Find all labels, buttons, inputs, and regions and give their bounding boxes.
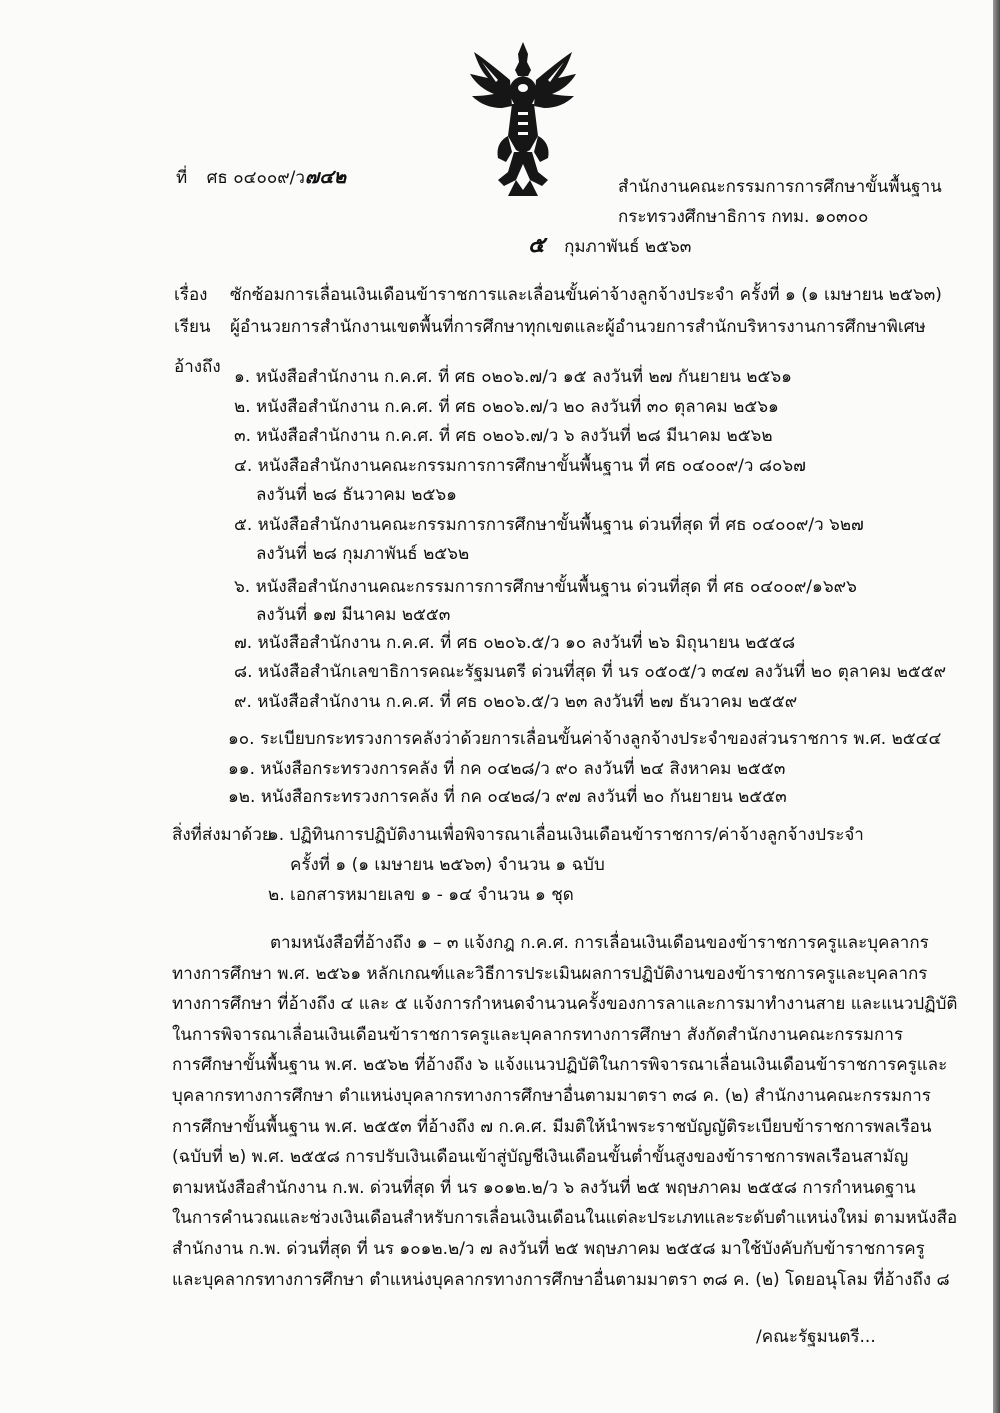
body-line: (ฉบับที่ ๒) พ.ศ. ๒๕๕๘ การปรับเงินเดือนเข้าสู่บัญชีเงินเดือนขั้นต่ำขั้นสูงของข้าราชการพลเรือนสามัญ bbox=[172, 1147, 909, 1168]
body-line: การศึกษาขั้นพื้นฐาน พ.ศ. ๒๕๕๓ ที่อ้างถึง ๗ ก.ค.ศ. มีมติให้นำพระราชบัญญัติระเบียบข้าราชการพลเรือน bbox=[172, 1116, 932, 1137]
reference-line: ลงวันที่ ๒๘ กุมภาพันธ์ ๒๕๖๒ bbox=[256, 544, 470, 564]
date-month-year: กุมภาพันธ์ ๒๕๖๓ bbox=[564, 237, 692, 257]
body-line: ทางการศึกษา พ.ศ. ๒๕๖๑ หลักเกณฑ์และวิธีการประเมินผลการปฏิบัติงานของข้าราชการครูและบุคลากร bbox=[172, 963, 928, 984]
references-label: อ้างถึง bbox=[174, 357, 221, 377]
body-line: และบุคลากรทางการศึกษา ตำแหน่งบุคลากรทางการศึกษาอื่นตามมาตรา ๓๘ ค. (๒) โดยอนุโลม ที่อ้างถึง ๘ bbox=[172, 1269, 950, 1290]
garuda-emblem-icon bbox=[468, 40, 578, 198]
doc-number-prefix: ที่ bbox=[176, 168, 188, 188]
body-paragraph bbox=[172, 928, 958, 1295]
reference-line: ๘. หนังสือสำนักเลขาธิการคณะรัฐมนตรี ด่วนที่สุด ที่ นร ๐๕๐๕/ว ๓๔๗ ลงวันที่ ๒๐ ตุลาคม ๒๕๕๙ bbox=[234, 662, 947, 682]
enclosure-line: ๑. ปฏิทินการปฏิบัติงานเพื่อพิจารณาเลื่อนเงินเดือนข้าราชการ/ค่าจ้างลูกจ้างประจำ bbox=[268, 825, 864, 845]
doc-number bbox=[176, 166, 346, 189]
reference-line: ๑. หนังสือสำนักงาน ก.ค.ศ. ที่ ศธ ๐๒๐๖.๗/ว ๑๕ ลงวันที่ ๒๗ กันยายน ๒๕๖๑ bbox=[234, 367, 792, 387]
reference-line: ๓. หนังสือสำนักงาน ก.ค.ศ. ที่ ศธ ๐๒๐๖.๗/ว ๖ ลงวันที่ ๒๘ มีนาคม ๒๕๖๒ bbox=[234, 426, 773, 446]
reference-line: ๑๐. ระเบียบกระทรวงการคลังว่าด้วยการเลื่อนขั้นค่าจ้างลูกจ้างประจำของส่วนราชการ พ.ศ. ๒๕๔๔ bbox=[228, 729, 942, 749]
body-line: ตามหนังสือสำนักงาน ก.พ. ด่วนที่สุด ที่ นร ๑๐๑๒.๒/ว ๖ ลงวันที่ ๒๕ พฤษภาคม ๒๕๕๘ การกำหนดฐาน bbox=[172, 1177, 916, 1198]
reference-line: ลงวันที่ ๑๗ มีนาคม ๒๕๕๓ bbox=[256, 605, 451, 625]
body-line: บุคลากรทางการศึกษา ตำแหน่งบุคลากรทางการศึกษาอื่นตามมาตรา ๓๘ ค. (๒) สำนักงานคณะกรรมการ bbox=[172, 1085, 931, 1106]
body-line: ในการคำนวณและช่วงเงินเดือนสำหรับการเลื่อนเงินเดือนในแต่ละประเภทและระดับตำแหน่งใหม่ ตามหนังสือ bbox=[172, 1208, 958, 1229]
reference-line: ๒. หนังสือสำนักงาน ก.ค.ศ. ที่ ศธ ๐๒๐๖.๗/ว ๒๐ ลงวันที่ ๓๐ ตุลาคม ๒๕๖๑ bbox=[234, 397, 779, 417]
document-date bbox=[528, 234, 691, 258]
doc-number-handwritten: ๗๔๒ bbox=[304, 166, 347, 188]
reference-line: ๖. หนังสือสำนักงานคณะกรรมการการศึกษาขั้นพื้นฐาน ด่วนที่สุด ที่ ศธ ๐๔๐๐๙/๑๖๙๖ bbox=[234, 577, 857, 597]
body-line: ตามหนังสือที่อ้างถึง ๑ – ๓ แจ้งกฎ ก.ค.ศ. การเลื่อนเงินเดือนของข้าราชการครูและบุคลากร bbox=[270, 933, 929, 953]
issuer-line-2: กระทรวงศึกษาธิการ กทม. ๑๐๓๐๐ bbox=[618, 207, 869, 227]
enclosure-line: ๒. เอกสารหมายเลข ๑ - ๑๔ จำนวน ๑ ชุด bbox=[268, 885, 574, 905]
enclosures-label: สิ่งที่ส่งมาด้วย bbox=[172, 825, 272, 845]
recipient-label: เรียน bbox=[174, 317, 211, 337]
scan-edge bbox=[993, 0, 1000, 1413]
continuation-marker: /คณะรัฐมนตรี... bbox=[756, 1327, 876, 1347]
body-line: การศึกษาขั้นพื้นฐาน พ.ศ. ๒๕๖๒ ที่อ้างถึง ๖ แจ้งแนวปฏิบัติในการพิจารณาเลื่อนเงินเดือนข้าราชการครูและ bbox=[172, 1055, 948, 1076]
reference-line: ๗. หนังสือสำนักงาน ก.ค.ศ. ที่ ศธ ๐๒๐๖.๕/ว ๑๐ ลงวันที่ ๒๖ มิถุนายน ๒๕๕๘ bbox=[234, 633, 796, 653]
reference-line: ๑๑. หนังสือกระทรวงการคลัง ที่ กค ๐๔๒๘/ว ๙๐ ลงวันที่ ๒๔ สิงหาคม ๒๕๕๓ bbox=[228, 759, 786, 779]
doc-number-org-code: ศธ ๐๔๐๐๙/ว bbox=[206, 168, 305, 188]
body-line: ในการพิจารณาเลื่อนเงินเดือนข้าราชการครูและบุคลากรทางการศึกษา สังกัดสำนักงานคณะกรรมการ bbox=[172, 1024, 904, 1045]
enclosure-line: ครั้งที่ ๑ (๑ เมษายน ๒๕๖๓) จำนวน ๑ ฉบับ bbox=[290, 855, 605, 875]
reference-line: ๔. หนังสือสำนักงานคณะกรรมการการศึกษาขั้นพื้นฐาน ที่ ศธ ๐๔๐๐๙/ว ๘๐๖๗ bbox=[234, 456, 806, 476]
reference-line: ลงวันที่ ๒๘ ธันวาคม ๒๕๖๑ bbox=[256, 485, 457, 505]
reference-line: ๙. หนังสือสำนักงาน ก.ค.ศ. ที่ ศธ ๐๒๐๖.๕/ว ๒๓ ลงวันที่ ๒๗ ธันวาคม ๒๕๕๙ bbox=[234, 692, 798, 712]
body-line: ทางการศึกษา ที่อ้างถึง ๔ และ ๕ แจ้งการกำหนดจำนวนครั้งของการลาและการมาทำงานสาย และแนวปฏิบัติ bbox=[172, 994, 958, 1015]
body-line: สำนักงาน ก.พ. ด่วนที่สุด ที่ นร ๑๐๑๒.๒/ว ๗ ลงวันที่ ๒๕ พฤษภาคม ๒๕๕๘ มาใช้บังคับกับข้าราชการครู bbox=[172, 1238, 925, 1259]
recipient-text: ผู้อำนวยการสำนักงานเขตพื้นที่การศึกษาทุกเขตและผู้อำนวยการสำนักบริหารงานการศึกษาพิเศษ bbox=[230, 317, 926, 337]
issuer-line-1: สำนักงานคณะกรรมการการศึกษาขั้นพื้นฐาน bbox=[618, 177, 942, 197]
date-handwritten-day: ๕ bbox=[528, 232, 545, 258]
subject-text: ซักซ้อมการเลื่อนเงินเดือนข้าราชการและเลื่อนขั้นค่าจ้างลูกจ้างประจำ ครั้งที่ ๑ (๑ เมษายน ๒๕๖๓) bbox=[230, 285, 942, 305]
reference-line: ๑๒. หนังสือกระทรวงการคลัง ที่ กค ๐๔๒๘/ว ๙๗ ลงวันที่ ๒๐ กันยายน ๒๕๕๓ bbox=[228, 787, 787, 807]
reference-line: ๕. หนังสือสำนักงานคณะกรรมการการศึกษาขั้นพื้นฐาน ด่วนที่สุด ที่ ศธ ๐๔๐๐๙/ว ๖๒๗ bbox=[234, 515, 864, 535]
subject-label: เรื่อง bbox=[174, 285, 208, 305]
